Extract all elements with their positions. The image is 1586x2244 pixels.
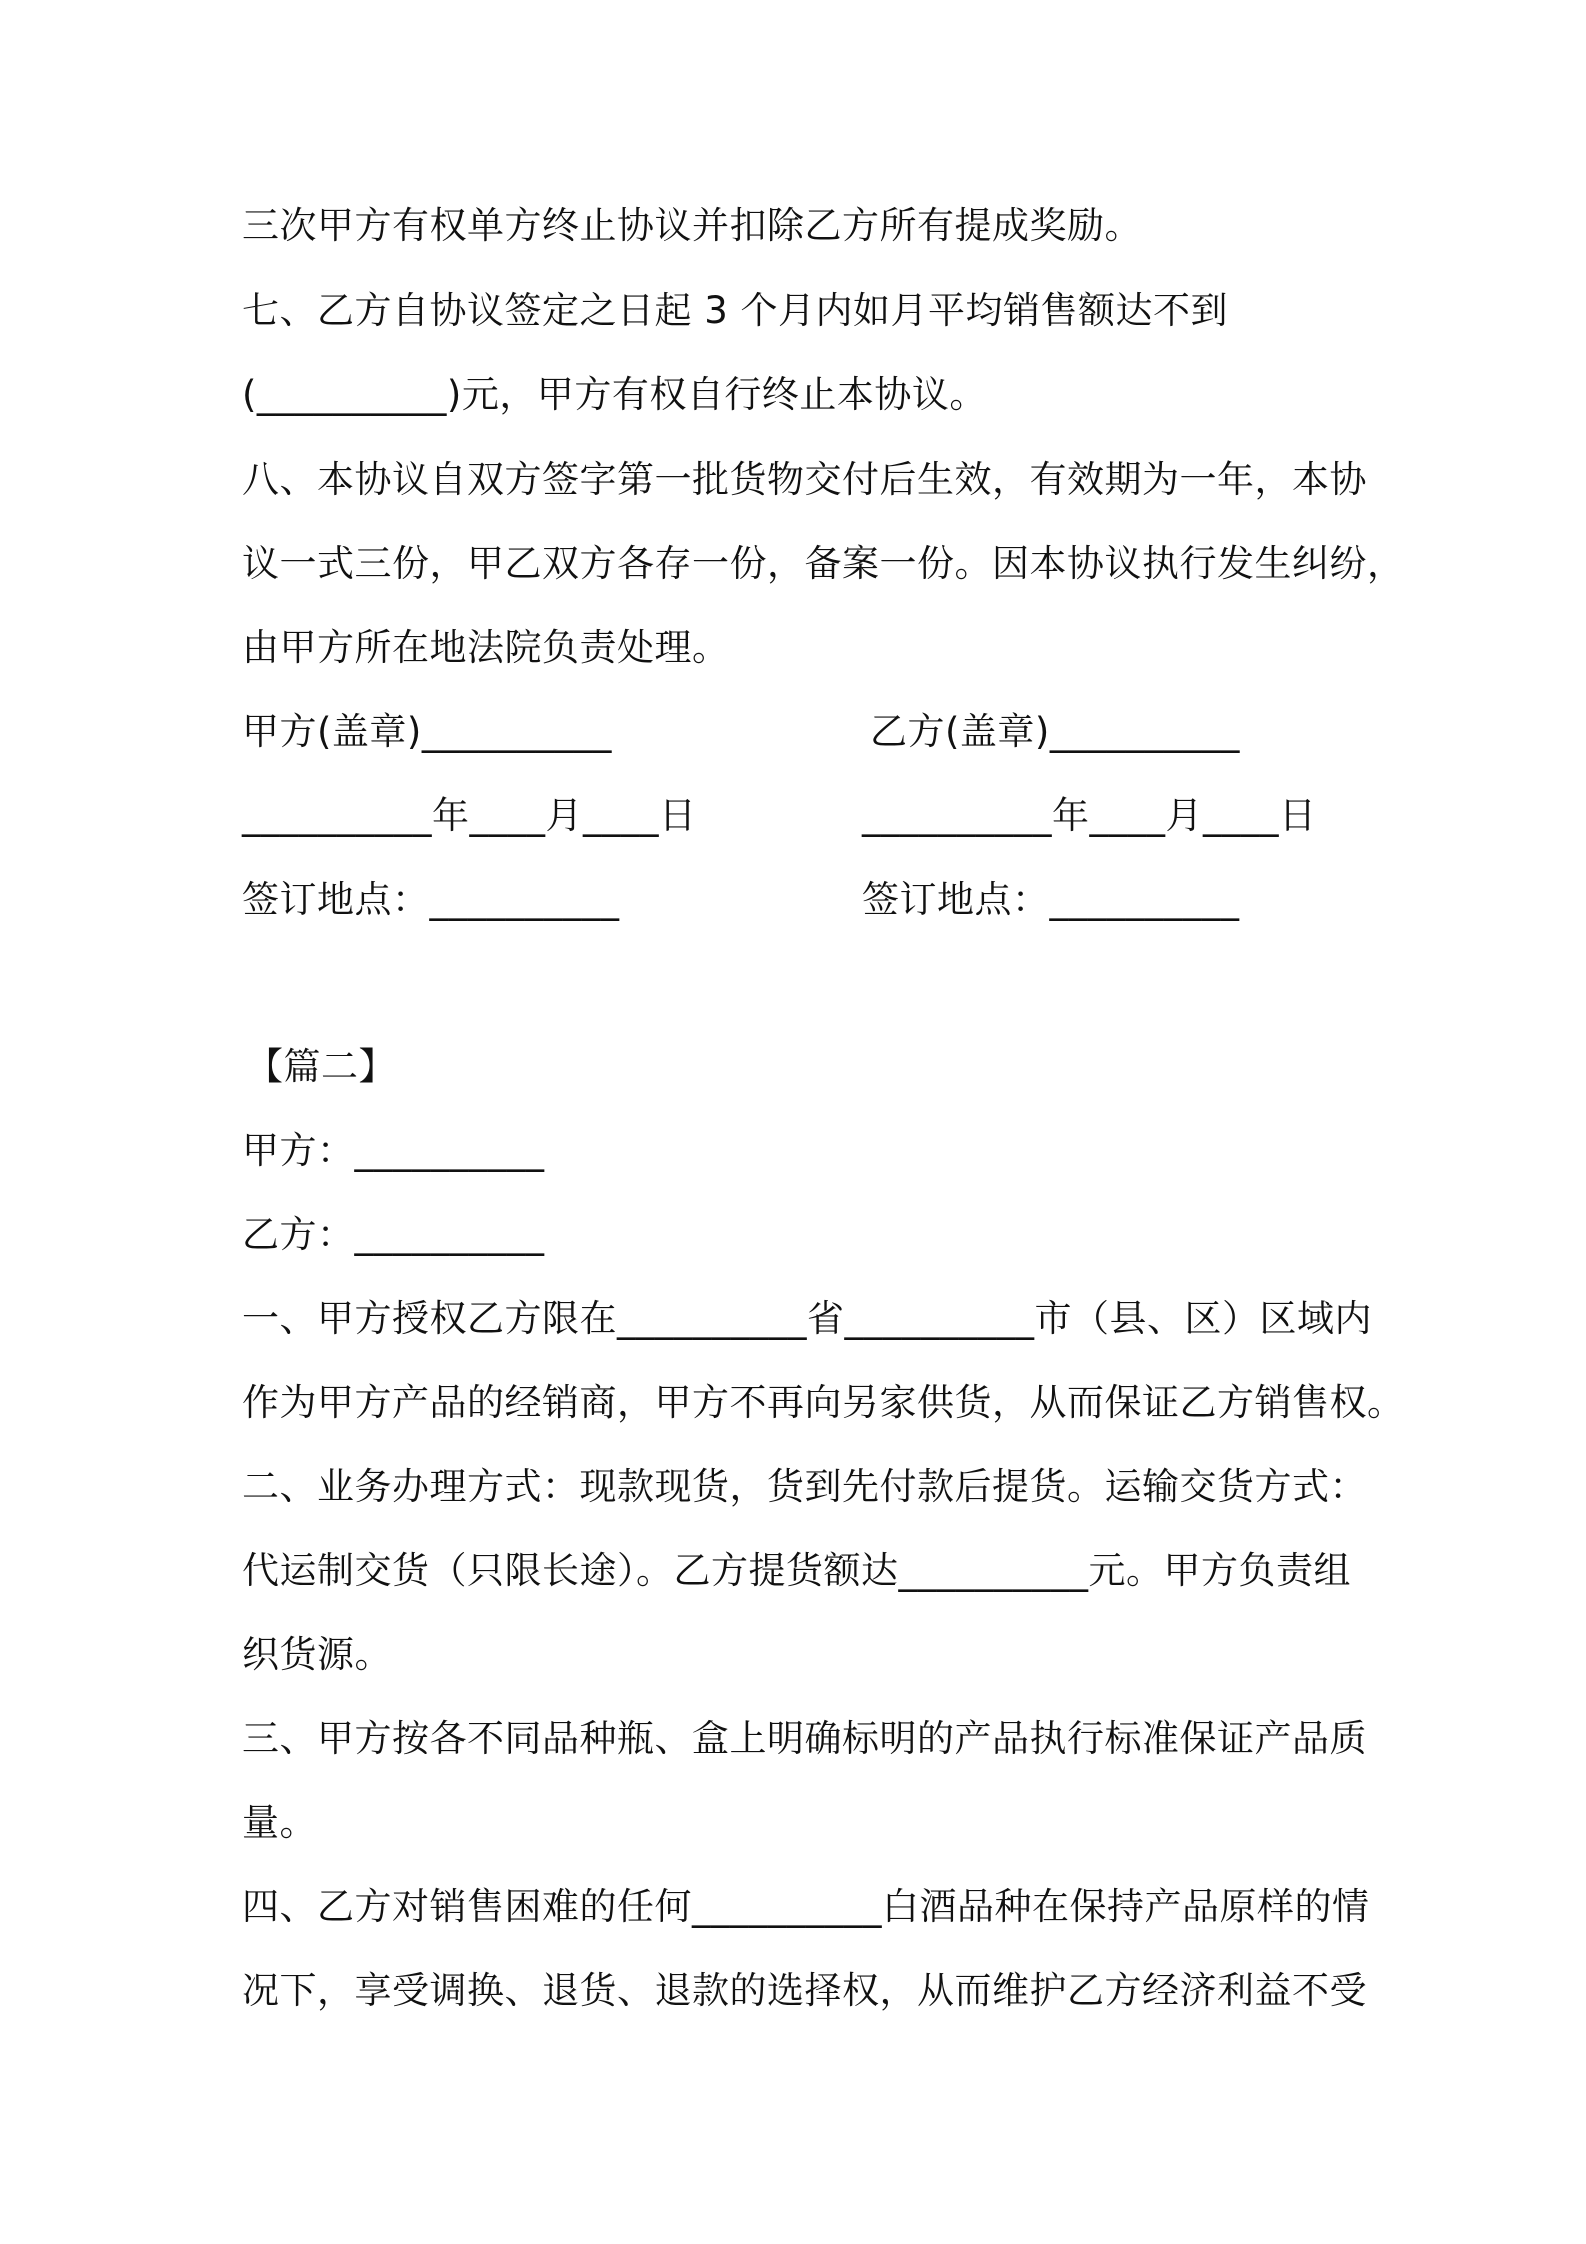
party-a-name: 甲方：__________ bbox=[242, 1129, 545, 1172]
paragraph-line: 三次甲方有权单方终止协议并扣除乙方所有提成奖励。 bbox=[242, 204, 1142, 247]
clause-four-line-2: 况下，享受调换、退货、退款的选择权，从而维护乙方经济利益不受 bbox=[242, 1969, 1367, 2012]
party-a-date: __________年____月____日 bbox=[242, 794, 697, 837]
party-b-seal: 乙方(盖章)__________ bbox=[870, 710, 1240, 753]
clause-seven-line-1: 七、乙方自协议签定之日起 3 个月内如月平均销售额达不到 bbox=[242, 289, 1229, 332]
party-b-signing-place: 签订地点：__________ bbox=[862, 878, 1240, 921]
clause-two-line-1: 二、业务办理方式：现款现货，货到先付款后提货。运输交货方式： bbox=[242, 1465, 1367, 1508]
party-b-name: 乙方：__________ bbox=[242, 1213, 545, 1256]
party-b-date: __________年____月____日 bbox=[862, 794, 1317, 837]
clause-eight-line-1: 八、本协议自双方签字第一批货物交付后生效，有效期为一年，本协 bbox=[242, 458, 1367, 501]
clause-one-line-2: 作为甲方产品的经销商，甲方不再向另家供货，从而保证乙方销售权。 bbox=[242, 1381, 1405, 1424]
clause-three-line-2: 量。 bbox=[242, 1801, 317, 1844]
clause-two-line-2: 代运制交货（只限长途）。乙方提货额达__________元。甲方负责组 bbox=[242, 1549, 1351, 1592]
party-a-seal: 甲方(盖章)__________ bbox=[242, 710, 612, 753]
clause-eight-line-3: 由甲方所在地法院负责处理。 bbox=[242, 626, 730, 669]
section-heading: 【篇二】 bbox=[246, 1045, 396, 1088]
clause-three-line-1: 三、甲方按各不同品种瓶、盒上明确标明的产品执行标准保证产品质 bbox=[242, 1717, 1367, 1760]
party-a-signing-place: 签订地点：__________ bbox=[242, 878, 620, 921]
clause-two-line-3: 织货源。 bbox=[242, 1633, 392, 1676]
clause-one-line-1: 一、甲方授权乙方限在__________省__________市（县、区）区域内 bbox=[242, 1297, 1372, 1340]
clause-eight-line-2: 议一式三份，甲乙双方各存一份，备案一份。因本协议执行发生纠纷， bbox=[242, 542, 1405, 585]
clause-seven-line-2: (__________)元，甲方有权自行终止本协议。 bbox=[242, 373, 987, 416]
clause-four-line-1: 四、乙方对销售困难的任何__________白酒品种在保持产品原样的情 bbox=[242, 1885, 1370, 1928]
